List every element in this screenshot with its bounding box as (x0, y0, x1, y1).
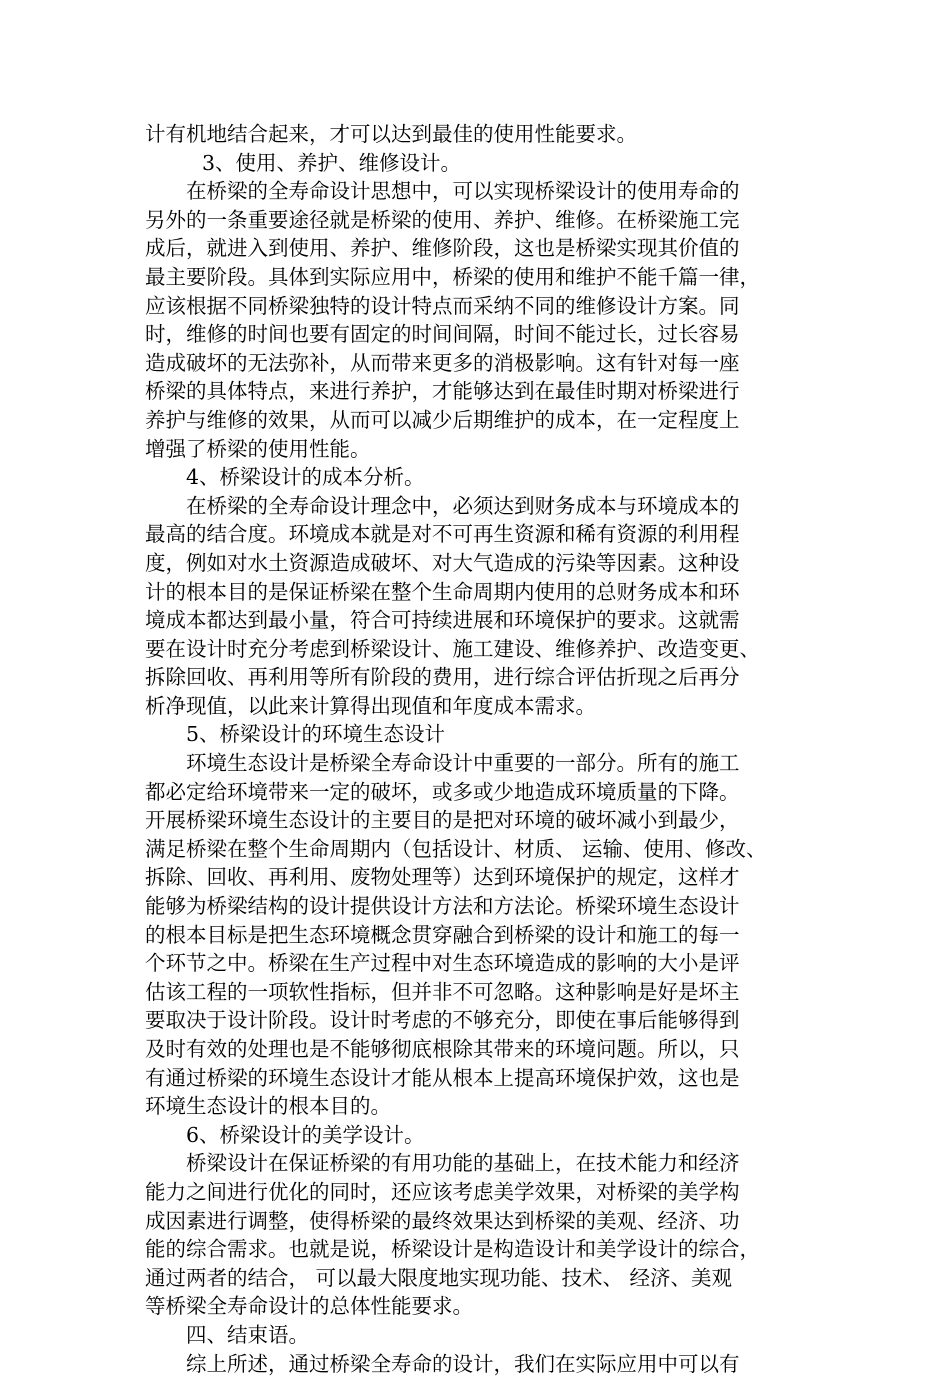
text-line: 拆除回收、再利用等所有阶段的费用，进行综合评估折现之后再分 (145, 665, 740, 690)
text-line: 成因素进行调整，使得桥梁的最终效果达到桥梁的美观、经济、功 (145, 1208, 740, 1233)
text-line: 都必定给环境带来一定的破坏，或多或少地造成环境质量的下降。 (145, 779, 740, 804)
text-line: 应该根据不同桥梁独特的设计特点而采纳不同的维修设计方案。同 (145, 293, 740, 318)
text-line: 最主要阶段。具体到实际应用中，桥梁的使用和维护不能千篇一律， (145, 264, 760, 289)
text-line: 养护与维修的效果，从而可以减少后期维护的成本，在一定程度上 (145, 407, 740, 432)
text-line: 在桥梁的全寿命设计思想中，可以实现桥梁设计的使用寿命的 (186, 179, 740, 204)
body-text (145, 120, 805, 1378)
text-line: 要取决于设计阶段。设计时考虑的不够充分，即使在事后能够得到 (145, 1008, 740, 1033)
text-line: 要在设计时充分考虑到桥梁设计、施工建设、维修养护、改造变更、 (145, 636, 760, 661)
text-line: 3、使用、养护、维修设计。 (202, 150, 462, 175)
text-line: 的根本目标是把生态环境概念贯穿融合到桥梁的设计和施工的每一 (145, 922, 740, 947)
text-line: 及时有效的处理也是不能够彻底根除其带来的环境问题。所以，只 (145, 1037, 740, 1061)
text-line: 计有机地结合起来，才可以达到最佳的使用性能要求。 (145, 122, 637, 146)
text-line: 度，例如对水土资源造成破坏、对大气造成的污染等因素。这种设 (145, 550, 740, 575)
text-line: 时，维修的时间也要有固定的时间间隔，时间不能过长，过长容易 (145, 322, 740, 347)
text-line: 满足桥梁在整个生命周期内（包括设计、材质、 运输、使用、修改、 (145, 836, 767, 861)
text-line: 通过两者的结合， 可以最大限度地实现功能、技术、 经济、美观 (145, 1265, 733, 1290)
text-line: 拆除、回收、再利用、废物处理等）达到环境保护的规定，这样才 (145, 865, 740, 890)
text-line: 桥梁的具体特点，来进行养护，才能够达到在最佳时期对桥梁进行 (145, 379, 740, 404)
text-line: 5、桥梁设计的环境生态设计 (186, 722, 446, 747)
text-line: 析净现值，以此来计算得出现值和年度成本需求。 (145, 693, 596, 718)
text-line: 开展桥梁环境生态设计的主要目的是把对环境的破坏减小到最少， (145, 808, 740, 833)
text-line: 桥梁设计在保证桥梁的有用功能的基础上，在技术能力和经济 (186, 1151, 740, 1176)
text-line: 综上所述，通过桥梁全寿命的设计，我们在实际应用中可以有 (186, 1351, 740, 1376)
text-line: 计的根本目的是保证桥梁在整个生命周期内使用的总财务成本和环 (145, 579, 740, 604)
text-line: 能够为桥梁结构的设计提供设计方法和方法论。桥梁环境生态设计 (145, 894, 740, 919)
text-line: 个环节之中。桥梁在生产过程中对生态环境造成的影响的大小是评 (145, 951, 740, 976)
text-line: 境成本都达到最小量，符合可持续进展和环境保护的要求。这就需 (145, 608, 740, 633)
text-line: 4、桥梁设计的成本分析。 (186, 465, 425, 490)
text-line: 估该工程的一项软性指标，但并非不可忽略。这种影响是好是坏主 (145, 979, 740, 1004)
text-line: 另外的一条重要途径就是桥梁的使用、养护、维修。在桥梁施工完 (145, 207, 740, 232)
text-line: 6、桥梁设计的美学设计。 (186, 1122, 425, 1147)
text-line: 最高的结合度。环境成本就是对不可再生资源和稀有资源的利用程 (145, 522, 740, 547)
text-line: 增强了桥梁的使用性能。 (145, 436, 371, 461)
text-line: 四、结束语。 (186, 1322, 309, 1347)
text-line: 等桥梁全寿命设计的总体性能要求。 (145, 1294, 473, 1319)
text-line: 能力之间进行优化的同时，还应该考虑美学效果，对桥梁的美学构 (145, 1179, 740, 1204)
text-line: 在桥梁的全寿命设计理念中，必须达到财务成本与环境成本的 (186, 493, 740, 518)
text-line: 有通过桥梁的环境生态设计才能从根本上提高环境保护效，这也是 (145, 1065, 740, 1090)
text-line: 环境生态设计是桥梁全寿命设计中重要的一部分。所有的施工 (186, 751, 740, 776)
text-line: 环境生态设计的根本目的。 (145, 1094, 391, 1119)
text-line: 成后，就进入到使用、养护、维修阶段，这也是桥梁实现其价值的 (145, 236, 740, 261)
text-line: 能的综合需求。也就是说，桥梁设计是构造设计和美学设计的综合， (145, 1237, 760, 1262)
text-line: 造成破坏的无法弥补，从而带来更多的消极影响。这有针对每一座 (145, 350, 740, 375)
